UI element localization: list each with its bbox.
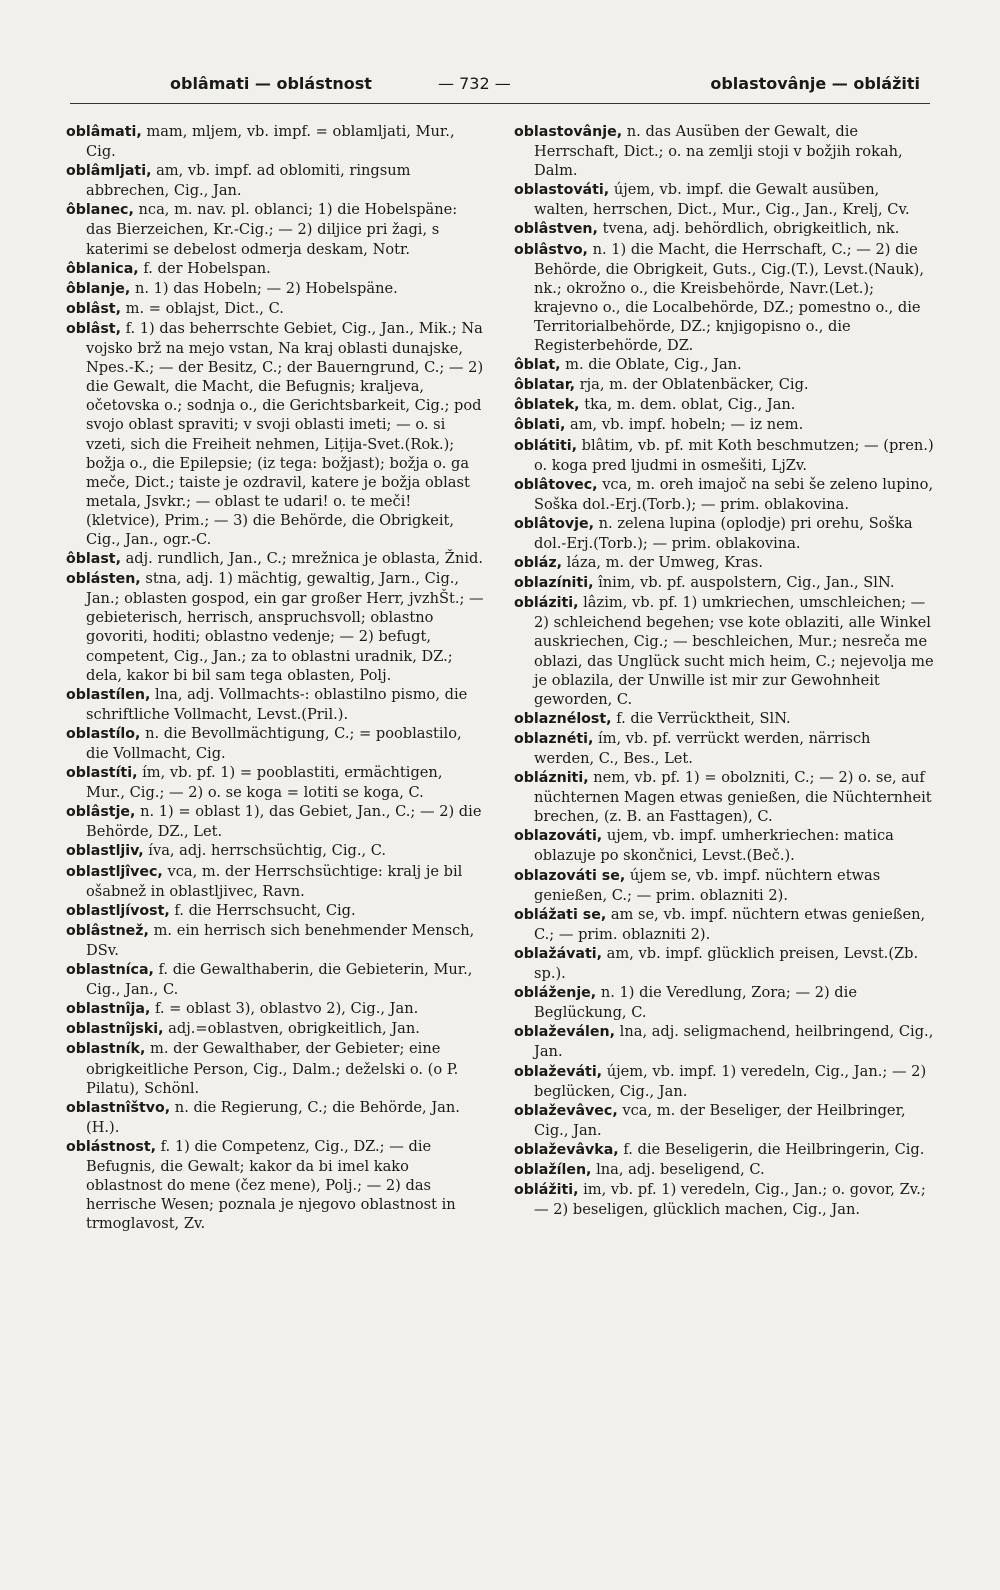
header-right-range: oblastovânje — oblážiti xyxy=(710,74,920,93)
entry-definition: láza, m. der Umweg, Kras. xyxy=(566,554,763,572)
entry-headword: oblastník, xyxy=(66,1041,146,1058)
entry-definition: újem se, vb. impf. nüchtern etwas genießen, C.; — prim. oblazniti 2). xyxy=(534,866,881,904)
entry-headword: oblâmati, xyxy=(66,124,142,140)
entry-headword: oblastíti, xyxy=(66,765,138,782)
entry-headword: oblastljívost, xyxy=(66,902,170,919)
entry-headword: ôblanje, xyxy=(66,280,131,297)
dictionary-entry xyxy=(66,763,486,802)
entry-definition: lâzim, vb. pf. 1) umkriechen, umschleichen; — 2) schleichend begehen; vse kote oblaziti, alle Winkel auskriechen, Cig.; — beschleichen, Mur.; nesreča me oblazi, das Unglück sucht mich heim, C.; nejevolja me je oblazila, der Unwille ist mir zur Gewohnheit geworden, C. xyxy=(534,594,934,708)
dictionary-entry xyxy=(66,921,486,960)
dictionary-entry xyxy=(66,1137,486,1233)
dictionary-entry xyxy=(514,436,934,475)
entry-headword: oblaževálen, xyxy=(514,1024,616,1041)
dictionary-entry xyxy=(514,573,934,593)
dictionary-entry xyxy=(514,415,934,435)
entry-definition: ujem, vb. impf. umherkriechen: matica oblazuje po skončnici, Levst.(Beč.). xyxy=(534,827,894,865)
entry-definition: înim, vb. pf. auspolstern, Cig., Jan., SlN. xyxy=(598,574,895,592)
entry-definition: f. 1) die Competenz, Cig., DZ.; — die Befugnis, die Gewalt; kakor da bi imel kako oblastnost do mene (čez mene), Polj.; — 2) das herrische Wesen; poznala je njegovo oblastnost in trmoglavost, Zv. xyxy=(86,1137,456,1233)
dictionary-entry xyxy=(514,768,934,826)
entry-definition: lna, adj. seligmachend, heilbringend, Cig., Jan. xyxy=(534,1023,934,1061)
dictionary-entry xyxy=(66,999,486,1019)
entry-definition: vca, m. der Herrschsüchtige: kralj je bil ošabnež in oblastljivec, Ravn. xyxy=(86,862,463,900)
entry-headword: oblaznéti, xyxy=(514,730,594,747)
dictionary-entry xyxy=(514,240,934,356)
entry-definition: vca, m. der Beseliger, der Heilbringer, Cig., Jan. xyxy=(534,1101,906,1139)
entry-definition: f. die Beseligerin, die Heilbringerin, Cig. xyxy=(623,1140,925,1158)
dictionary-entry xyxy=(514,553,934,573)
dictionary-entry xyxy=(514,729,934,768)
dictionary-entry xyxy=(514,1062,934,1101)
dictionary-entry xyxy=(66,299,486,319)
dictionary-entry xyxy=(514,1180,934,1219)
entry-headword: oblástnost, xyxy=(66,1138,157,1155)
entry-definition: rja, m. der Oblatenbäcker, Cig. xyxy=(579,376,809,394)
dictionary-entry xyxy=(514,475,934,514)
dictionary-entry xyxy=(66,802,486,841)
entry-headword: ôblanec, xyxy=(66,202,134,219)
entry-headword: oblážiti, xyxy=(514,1182,579,1199)
entry-headword: obláziti, xyxy=(514,595,579,612)
right-column xyxy=(514,122,934,1219)
dictionary-entry xyxy=(66,122,486,161)
entry-definition: n. die Regierung, C.; die Behörde, Jan.(H.). xyxy=(86,1098,460,1136)
entry-headword: ôblatar, xyxy=(514,377,575,394)
dictionary-entry xyxy=(514,983,934,1022)
entry-definition: nca, m. nav. pl. oblanci; 1) die Hobelspäne: das Bierzeichen, Kr.-Cig.; — 2) diljice pri žagi, s katerimi se debelost odmerja deskam, Notr. xyxy=(86,201,458,258)
dictionary-entry xyxy=(514,1022,934,1061)
entry-definition: f. 1) das beherrschte Gebiet, Cig., Jan., Mik.; Na vojsko brž na mejo vstan, Na kraj oblasti dunajske, Npes.-K.; — der Besitz, C.; der Bauerngrund, C.; — 2) die Gewalt, die Macht, die Befugnis; kraljeva, očetovska o.; sodnja o., die Gerichtsbarkeit, Cig.; pod svojo oblast spraviti; v svoji oblasti imeti; — o. si vzeti, sich die Freiheit nehmen, Lițija-Svet.(Rok.); božja o., die Epilepsie; (iz tega: božjast); božja o. ga meče, Dict.; taiste je ozdravil, katere je božja oblast metala, Jsvkr.; — oblast te udari! o. te meči! (kletvice), Prim.; — 3) die Behörde, die Obrigkeit, Cig., Jan., ogr.-C. xyxy=(86,319,484,548)
entry-headword: oblastovânje, xyxy=(514,124,623,140)
left-column xyxy=(66,122,486,1233)
dictionary-entry xyxy=(66,279,486,299)
entry-headword: obláženje, xyxy=(514,985,597,1002)
entry-headword: oblâst, xyxy=(66,320,121,337)
entry-headword: oblazíniti, xyxy=(514,575,594,592)
entry-definition: m. der Gewalthaber, der Gebieter; eine obrigkeitliche Person, Cig., Dalm.; deželski o. (o P. Pilatu), Schönl. xyxy=(86,1040,459,1097)
dictionary-entry xyxy=(66,960,486,999)
entry-headword: oblazováti, xyxy=(514,828,603,845)
entry-headword: oblazováti se, xyxy=(514,867,626,884)
entry-definition: stna, adj. 1) mächtig, gewaltig, Jarn., Cig., Jan.; oblasten gospod, ein gar großer Herr, jvzhŠt.; — gebieterisch, herrisch, anspruchsvoll; oblastno govoriti, hoditi; oblastno vedenje; — 2) befugt, competent, Cig., Jan.; za to oblastni uradnik, DZ.; dela, kakor bi bil sam tega oblasten, Polj. xyxy=(86,570,484,684)
entry-definition: lna, adj. beseligend, C. xyxy=(596,1160,765,1178)
entry-headword: oblastníca, xyxy=(66,962,154,979)
dictionary-entry xyxy=(514,395,934,415)
entry-headword: oblažávati, xyxy=(514,945,603,962)
dictionary-entry xyxy=(514,866,934,905)
entry-definition: nem, vb. pf. 1) = obolzniti, C.; — 2) o. se, auf nüchternen Magen etwas genießen, die Nüchternheit brechen, (z. B. an Fasttagen), C. xyxy=(534,769,932,826)
entry-headword: oblaževâvec, xyxy=(514,1102,618,1119)
entry-definition: am, vb. impf. glücklich preisen, Levst.(Zb. sp.). xyxy=(534,944,919,983)
dictionary-entry xyxy=(514,180,934,219)
entry-definition: adj. rundlich, Jan., C.; mrežnica je oblasta, Žnid. xyxy=(125,550,483,568)
page-number: — 732 — xyxy=(438,74,511,93)
entry-headword: oblastílo, xyxy=(66,725,141,742)
entry-definition: n. die Bevollmächtigung, C.; = pooblastilo, die Vollmacht, Cig. xyxy=(86,724,462,762)
entry-headword: oblastljiv, xyxy=(66,843,144,860)
dictionary-entry xyxy=(66,862,486,901)
dictionary-entry xyxy=(66,1098,486,1137)
dictionary-entry xyxy=(66,1019,486,1039)
entry-definition: f. der Hobelspan. xyxy=(143,259,271,277)
dictionary-entry xyxy=(514,122,934,180)
entry-definition: m. ein herrisch sich benehmender Mensch, DSv. xyxy=(86,921,475,959)
entry-headword: oblastnîjski, xyxy=(66,1021,164,1038)
dictionary-entry xyxy=(66,1039,486,1097)
entry-definition: vca, m. oreh imajoč na sebi še zeleno lupino, Soška dol.-Erj.(Torb.); — prim. oblakovina. xyxy=(534,475,934,513)
dictionary-entry xyxy=(66,901,486,921)
page-header xyxy=(70,68,930,98)
dictionary-entry xyxy=(514,826,934,865)
entry-definition: tvena, adj. behördlich, obrigkeitlich, nk. xyxy=(602,220,900,238)
entry-definition: n. 1) die Macht, die Herrschaft, C.; — 2) die Behörde, die Obrigkeit, Guts., Cig.(T.), Levst.(Nauk), nk.; okrožno o., die Kreisbehörde, Navr.(Let.); krajevno o., die Localbehörde, DZ.; pomestno o., die Territorialbehörde, DZ.; knjigopisno o., die Registerbehörde, DZ. xyxy=(534,240,924,355)
entry-definition: f. die Gewalthaberin, die Gebieterin, Mur., Cig., Jan., C. xyxy=(86,961,473,999)
entry-definition: n. zelena lupina (oplodje) pri orehu, Soška dol.-Erj.(Torb.); — prim. oblakovina. xyxy=(534,514,913,552)
entry-headword: oblâst, xyxy=(66,300,121,317)
entry-definition: f. die Herrschsucht, Cig. xyxy=(174,901,356,919)
dictionary-entry xyxy=(514,709,934,729)
entry-headword: oblastováti, xyxy=(514,182,610,199)
entry-definition: m. = oblajst, Dict., C. xyxy=(125,299,284,317)
entry-definition: am se, vb. impf. nüchtern etwas genießen, C.; — prim. oblazniti 2). xyxy=(534,905,926,943)
dictionary-entry xyxy=(66,569,486,685)
entry-headword: oblásten, xyxy=(66,571,141,588)
dictionary-entry xyxy=(66,685,486,724)
entry-headword: oblaževâvka, xyxy=(514,1141,619,1158)
dictionary-entry xyxy=(514,1160,934,1180)
header-left-range: oblâmati — oblástnost xyxy=(170,74,372,93)
dictionary-entry xyxy=(66,259,486,279)
dictionary-entry xyxy=(66,200,486,258)
dictionary-entry xyxy=(514,219,934,239)
dictionary-entry xyxy=(514,593,934,709)
entry-headword: oblastnîja, xyxy=(66,1001,151,1018)
entry-headword: oblastílen, xyxy=(66,686,151,703)
entry-definition: am, vb. impf. hobeln; — iz nem. xyxy=(570,416,804,434)
entry-headword: ôblatek, xyxy=(514,397,580,414)
entry-headword: oblastnîštvo, xyxy=(66,1099,171,1116)
entry-headword: ôblast, xyxy=(66,551,121,568)
dictionary-entry xyxy=(514,514,934,553)
entry-definition: tka, m. dem. oblat, Cig., Jan. xyxy=(584,396,796,414)
entry-headword: oblâtovec, xyxy=(514,476,598,493)
entry-definition: im, vb. pf. 1) veredeln, Cig., Jan.; o. govor, Zv.; — 2) beseligen, glücklich machen, Cig., Jan. xyxy=(534,1181,926,1219)
dictionary-entry xyxy=(514,1140,934,1160)
entry-headword: ôblanica, xyxy=(66,260,139,277)
entry-headword: oblâstnež, xyxy=(66,922,149,939)
entry-definition: mam, mljem, vb. impf. = oblamljati, Mur., Cig. xyxy=(86,123,455,161)
entry-definition: íva, adj. herrschsüchtig, Cig., C. xyxy=(148,842,387,860)
entry-definition: lna, adj. Vollmachts-: oblastilno pismo, die schriftliche Vollmacht, Levst.(Pril.). xyxy=(86,685,468,723)
dictionary-entry xyxy=(66,161,486,200)
dictionary-entry xyxy=(514,1101,934,1140)
entry-headword: oblâstvo, xyxy=(514,241,588,258)
entry-headword: oblátiti, xyxy=(514,437,578,454)
entry-headword: oblâstje, xyxy=(66,804,136,821)
entry-headword: oblâmljati, xyxy=(66,163,152,180)
dictionary-entry xyxy=(514,905,934,944)
entry-definition: f. = oblast 3), oblastvo 2), Cig., Jan. xyxy=(155,1000,419,1018)
dictionary-entry xyxy=(514,375,934,395)
entry-definition: ím, vb. pf. verrückt werden, närrisch werden, C., Bes., Let. xyxy=(534,729,871,767)
entry-definition: am, vb. impf. ad oblomiti, ringsum abbrechen, Cig., Jan. xyxy=(86,162,411,200)
dictionary-entry xyxy=(66,319,486,549)
dictionary-entry xyxy=(66,549,486,569)
entry-headword: oblaževáti, xyxy=(514,1063,603,1080)
entry-headword: oblažílen, xyxy=(514,1161,592,1178)
entry-headword: obláz, xyxy=(514,555,562,572)
entry-headword: oblázniti, xyxy=(514,770,589,787)
entry-definition: n. 1) = oblast 1), das Gebiet, Jan., C.; — 2) die Behörde, DZ., Let. xyxy=(86,803,482,841)
entry-headword: ôblati, xyxy=(514,417,566,434)
entry-headword: oblážati se, xyxy=(514,906,607,923)
entry-headword: ôblat, xyxy=(514,357,561,374)
entry-definition: n. das Ausüben der Gewalt, die Herrschaft, Dict.; o. na zemlji stoji v božjih rokah, Dalm. xyxy=(534,123,903,180)
entry-definition: m. die Oblate, Cig., Jan. xyxy=(565,356,742,374)
dictionary-entry xyxy=(514,944,934,983)
dictionary-entry xyxy=(66,841,486,861)
entry-headword: oblaznélost, xyxy=(514,710,612,727)
entry-definition: újem, vb. impf. 1) veredeln, Cig., Jan.; — 2) beglücken, Cig., Jan. xyxy=(534,1062,927,1100)
entry-definition: ím, vb. pf. 1) = pooblastiti, ermächtigen, Mur., Cig.; — 2) o. se koga = lotiti se koga, C. xyxy=(86,764,443,802)
entry-definition: n. 1) das Hobeln; — 2) Hobelspäne. xyxy=(134,279,398,297)
dictionary-entry xyxy=(514,355,934,375)
entry-definition: f. die Verrücktheit, SlN. xyxy=(616,709,791,727)
entry-headword: oblâtovje, xyxy=(514,515,594,532)
entry-definition: n. 1) die Veredlung, Zora; — 2) die Beglückung, C. xyxy=(534,984,857,1022)
entry-headword: oblâstven, xyxy=(514,221,598,238)
entry-definition: blâtim, vb. pf. mit Koth beschmutzen; — (pren.) o. koga pred ljudmi in osmešiti, LjZv. xyxy=(534,436,934,474)
dictionary-entry xyxy=(66,724,486,763)
entry-definition: adj.=oblastven, obrigkeitlich, Jan. xyxy=(168,1020,420,1038)
entry-definition: újem, vb. impf. die Gewalt ausüben, walten, herrschen, Dict., Mur., Cig., Jan., Krelj, Cv. xyxy=(534,181,910,219)
header-rule xyxy=(70,103,930,104)
entry-headword: oblastljîvec, xyxy=(66,863,163,880)
